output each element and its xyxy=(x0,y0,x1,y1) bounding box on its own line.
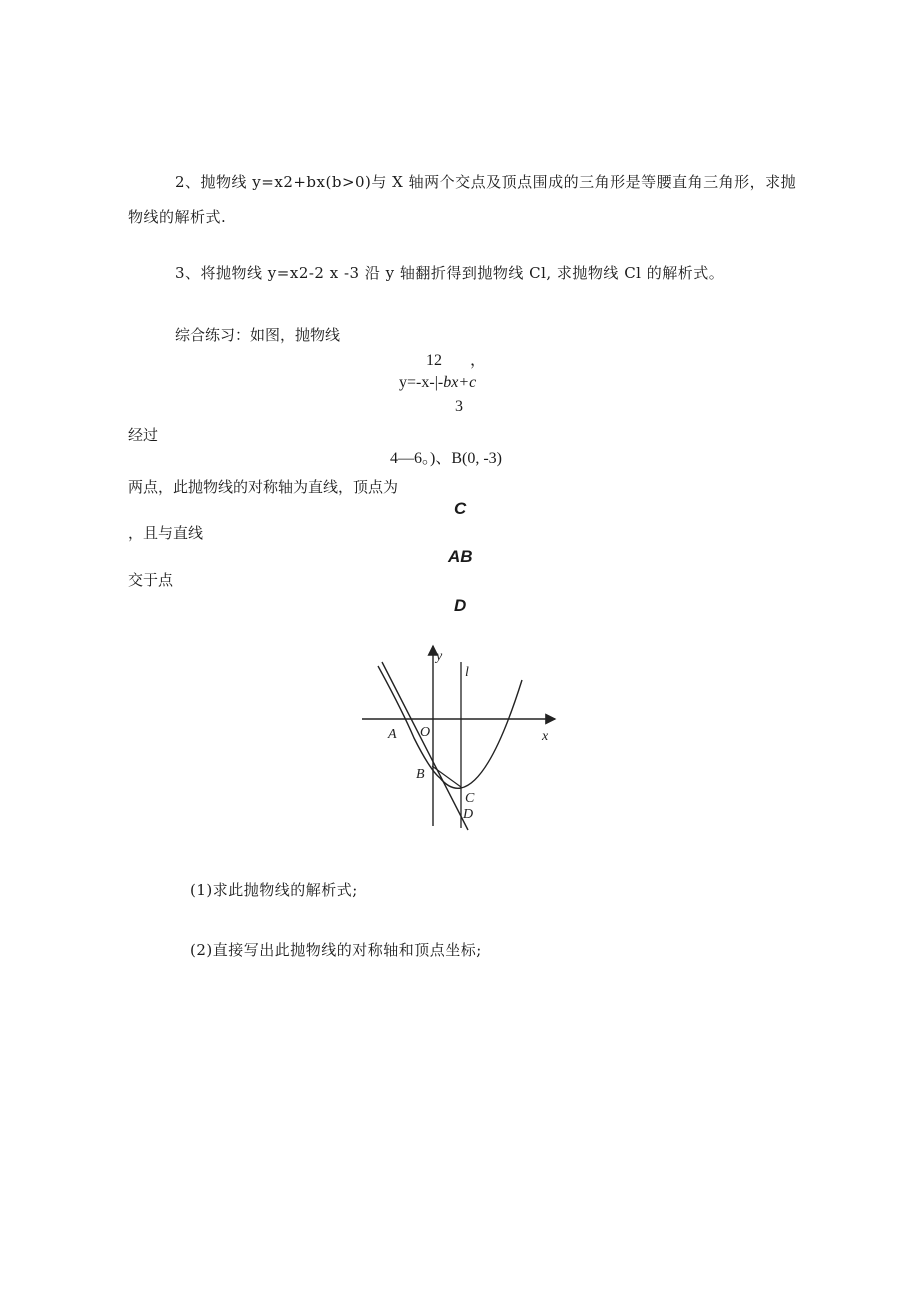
axis-label-y: y xyxy=(436,649,443,664)
vertex-label-c: C xyxy=(454,499,467,518)
formula-bar: | xyxy=(434,374,438,391)
point-label-o: O xyxy=(420,725,431,740)
formula-italic: -bx+c xyxy=(437,374,477,391)
line-ab xyxy=(382,662,468,830)
and-line-text: ，且与直线 xyxy=(128,524,204,542)
formula-fraction-bottom: 3 xyxy=(455,398,463,415)
formula-plain: y=-x- xyxy=(399,374,435,391)
formula-comma: ， xyxy=(470,352,487,369)
pass-through-text: 经过 xyxy=(128,426,159,444)
parabola-curve xyxy=(378,666,522,788)
formula-main xyxy=(399,373,476,393)
problem-3: 3、将抛物线 y=x2-2 x -3 沿 y 轴翻折得到抛物线 Cl, 求抛物线 Cl 的解析式。 xyxy=(175,264,725,282)
parabola-figure xyxy=(350,640,570,840)
line-label-ab: AB xyxy=(448,547,473,566)
point-label-b: B xyxy=(416,767,425,782)
axis-label-x: x xyxy=(542,729,549,744)
problem-2-line-1: 2、抛物线 y=x2+bx(b>0)与 X 轴两个交点及顶点围成的三角形是等腰直角三角形，求抛 xyxy=(175,173,797,191)
point-label-d-figure: D xyxy=(463,807,474,822)
problem-2-line-2: 物线的解析式. xyxy=(128,208,227,226)
points-text: 4—6。)、B(0, -3) xyxy=(390,450,502,467)
point-label-c: C xyxy=(465,791,475,806)
intersect-text: 交于点 xyxy=(128,571,174,589)
subquestion-2: (2)直接写出此抛物线的对称轴和顶点坐标; xyxy=(190,941,482,959)
point-label-d: D xyxy=(454,596,467,615)
formula-fraction-top: 12 xyxy=(426,352,442,369)
line-label-l: l xyxy=(465,665,469,680)
two-points-text: 两点，此抛物线的对称轴为直线，顶点为 xyxy=(128,478,399,496)
exercise-intro: 综合练习：如图，抛物线 xyxy=(175,326,341,344)
subquestion-1: (1)求此抛物线的解析式; xyxy=(190,881,358,899)
point-label-a: A xyxy=(388,727,397,742)
